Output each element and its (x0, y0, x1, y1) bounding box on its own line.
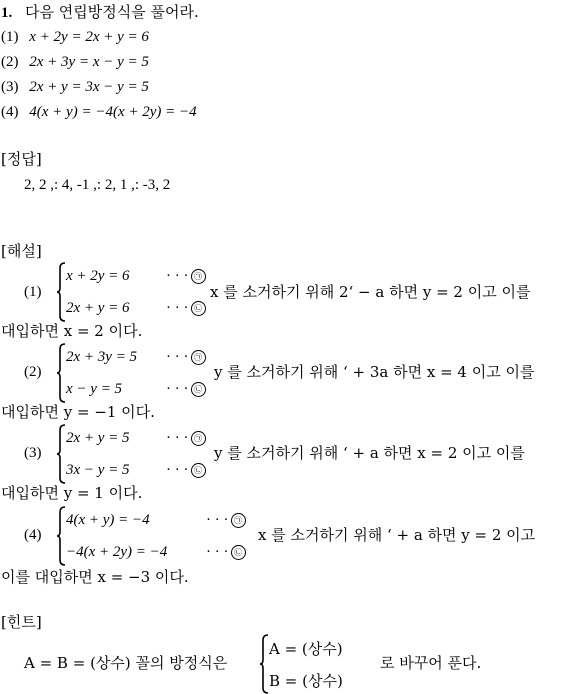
solution-3-text: y 를 소거하기 위해 ‘ + a 하면 x = 2 이고 이를 (214, 444, 525, 462)
explanation-heading: [해설] (1, 242, 42, 260)
item-label: (4) (1, 104, 19, 120)
hint-eq-1: A = (상수) (269, 640, 343, 658)
marker-giyeok-icon: ㉠ (191, 431, 206, 446)
hint-heading: [힌트] (1, 613, 42, 631)
marker-giyeok-icon: ㉠ (191, 350, 206, 365)
solution-1-label: (1) (24, 284, 42, 300)
marker-giyeok-icon: ㉠ (191, 269, 206, 284)
hint-lead: A = B = (상수) 꼴의 방정식은 (24, 654, 228, 672)
left-brace-icon (56, 343, 66, 403)
solution-4-system (56, 506, 252, 566)
marker-giyeok-icon: ㉠ (231, 513, 246, 528)
hint-eq-2: B = (상수) (269, 672, 343, 690)
answer-text: 2, 2 ,: 4, -1 ,: 2, 1 ,: -3, 2 (24, 177, 171, 193)
solution-1-text: x 를 소거하기 위해 2‘ − a 하면 y = 2 이고 이를 (210, 283, 531, 301)
solution-3-system (56, 424, 206, 484)
system-eq-1: 2x + 3y = 5 · · · ㉠ (66, 346, 206, 367)
item-equation: 4(x + y) = −4(x + 2y) = −4 (29, 104, 197, 120)
item-label: (1) (1, 29, 19, 45)
solution-2-text: y 를 소거하기 위해 ‘ + 3a 하면 x = 4 이고 이를 (214, 363, 535, 381)
problem-item-2 (1, 51, 149, 72)
item-label: (2) (1, 54, 19, 70)
marker-nieun-icon: ㉡ (191, 301, 206, 316)
hint-tail: 로 바꾸어 푼다. (380, 654, 482, 672)
solution-4-continuation: 이를 대입하면 x = −3 이다. (1, 568, 189, 586)
solution-1-system (56, 262, 206, 322)
left-brace-icon (259, 634, 269, 694)
problem-header (1, 2, 199, 23)
problem-item-1 (1, 26, 149, 47)
system-eq-2: 2x + y = 6 · · · ㉡ (66, 297, 206, 318)
system-eq-1: 2x + y = 5 · · · ㉠ (66, 427, 206, 448)
solution-2-system (56, 343, 206, 403)
problem-instruction: 다음 연립방정식을 풀어라. (25, 3, 199, 21)
problem-item-3 (1, 76, 149, 97)
solution-3-continuation: 대입하면 y = 1 이다. (1, 484, 143, 502)
item-equation: 2x + y = 3x − y = 5 (29, 79, 149, 95)
solution-2-continuation: 대입하면 y = −1 이다. (1, 403, 155, 421)
item-equation: 2x + 3y = x − y = 5 (29, 54, 149, 70)
solution-1-continuation: 대입하면 x = 2 이다. (1, 322, 143, 340)
item-label: (3) (1, 79, 19, 95)
marker-nieun-icon: ㉡ (191, 382, 206, 397)
left-brace-icon (56, 262, 66, 322)
left-brace-icon (56, 424, 66, 484)
system-eq-2: x − y = 5 · · · ㉡ (66, 378, 206, 399)
marker-nieun-icon: ㉡ (191, 463, 206, 478)
solution-2-label: (2) (24, 364, 42, 380)
system-eq-2: −4(x + 2y) = −4 · · · ㉡ (66, 541, 246, 562)
problem-item-4 (1, 101, 197, 122)
solution-3-label: (3) (24, 445, 42, 461)
item-equation: x + 2y = 2x + y = 6 (29, 29, 149, 45)
marker-nieun-icon: ㉡ (231, 545, 246, 560)
solution-4-text: x 를 소거하기 위해 ‘ + a 하면 y = 2 이고 (258, 526, 536, 544)
answer-heading: [정답] (1, 150, 42, 168)
system-eq-1: x + 2y = 6 · · · ㉠ (66, 265, 206, 286)
left-brace-icon (56, 506, 66, 566)
problem-number: 1. (1, 5, 13, 21)
hint-system (259, 634, 369, 694)
system-eq-2: 3x − y = 5 · · · ㉡ (66, 459, 206, 480)
system-eq-1: 4(x + y) = −4 · · · ㉠ (66, 509, 246, 530)
solution-4-label: (4) (24, 527, 42, 543)
